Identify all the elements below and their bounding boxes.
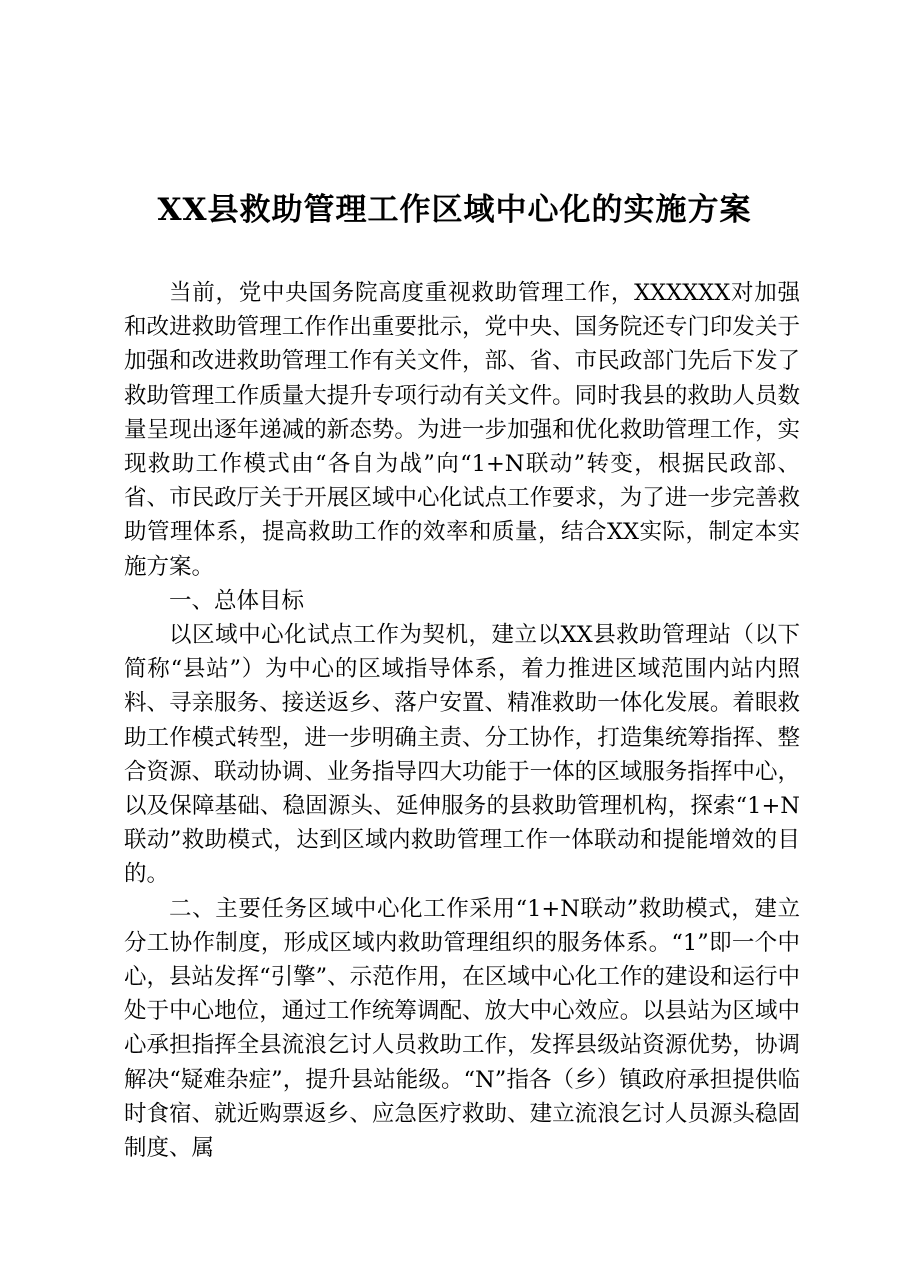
document-title: XX县救助管理工作区域中心化的实施方案 xyxy=(157,192,752,228)
document-body xyxy=(124,276,800,1165)
paragraph-overall-goal: 以区域中心化试点工作为契机，建立以XX县救助管理站（以下简称“县站”）为中心的区域指导体系，着力推进区域范围内站内照料、寻亲服务、接送返乡、落户安置、精准救助一体化发展。着眼救助工作模式转型，进一步明确主责、分工协作，打造集统筹指挥、整合资源、联动协调、业务指导四大功能于一体的区域服务指挥中心，以及保障基础、稳固源头、延伸服务的县救助管理机构，探索“1+N联动”救助模式，达到区域内救助管理工作一体联动和提能增效的目的。 xyxy=(124,622,800,888)
paragraph-intro: 当前，党中央国务院高度重视救助管理工作，XXXXXX对加强和改进救助管理工作作出重要批示，党中央、国务院还专门印发关于加强和改进救助管理工作有关文件，部、省、市民政部门先后下发了救助管理工作质量大提升专项行动有关文件。同时我县的救助人员数量呈现出逐年递减的新态势。为进一步加强和优化救助管理工作，实现救助工作模式由“各自为战”向“1+N联动”转变，根据民政部、省、市民政厅关于开展区域中心化试点工作要求，为了进一步完善救助管理体系，提高救助工作的效率和质量，结合XX实际，制定本实施方案。 xyxy=(124,280,800,580)
paragraph-main-tasks: 二、主要任务区域中心化工作采用“1+N联动”救助模式，建立分工协作制度，形成区域内救助管理组织的服务体系。“1”即一个中心，县站发挥“引擎”、示范作用，在区域中心化工作的建设和运行中处于中心地位，通过工作统筹调配、放大中心效应。以县站为区域中心承担指挥全县流浪乞讨人员救助工作，发挥县级站资源优势，协调解决“疑难杂症”，提升县站能级。“N”指各（乡）镇政府承担提供临时食宿、就近购票返乡、应急医疗救助、建立流浪乞讨人员源头稳固制度、属 xyxy=(124,895,800,1162)
section-heading-overall-goal: 一、总体目标 xyxy=(169,587,305,614)
